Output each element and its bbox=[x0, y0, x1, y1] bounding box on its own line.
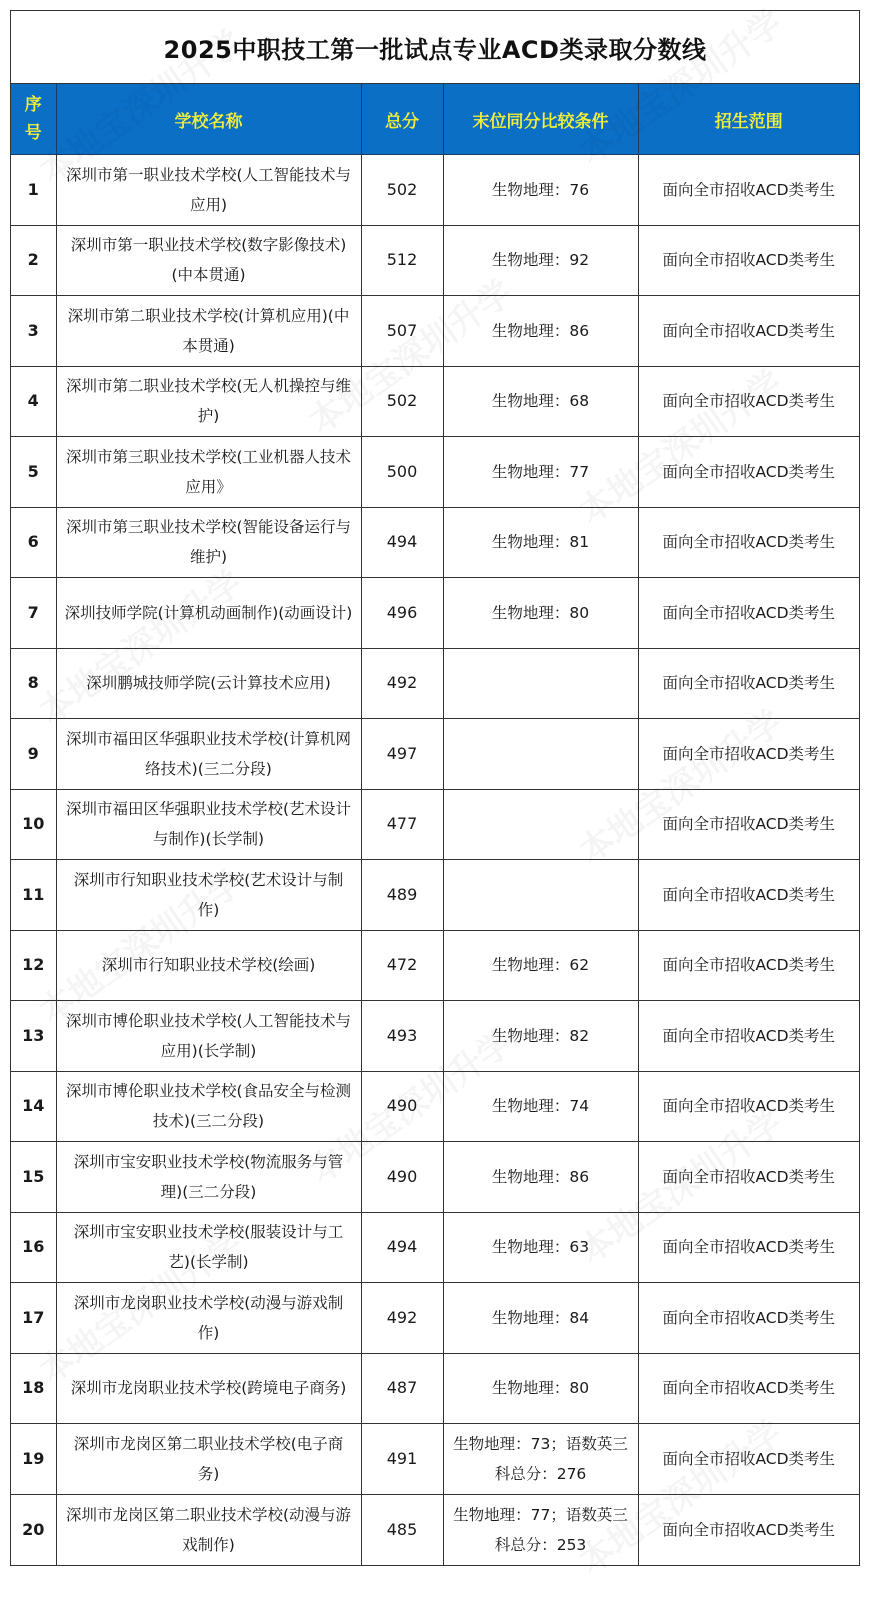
row-index: 2 bbox=[11, 225, 56, 296]
row-score: 493 bbox=[361, 1001, 443, 1072]
row-school: 深圳技师学院(计算机动画制作)(动画设计) bbox=[56, 578, 361, 649]
row-scope: 面向全市招收ACD类考生 bbox=[638, 1212, 859, 1283]
table-row bbox=[11, 578, 859, 649]
row-school: 深圳市福田区华强职业技术学校(计算机网络技术)(三二分段) bbox=[56, 719, 361, 790]
row-index: 4 bbox=[11, 366, 56, 437]
row-score: 472 bbox=[361, 930, 443, 1001]
admission-score-table bbox=[11, 84, 859, 1565]
row-index: 6 bbox=[11, 507, 56, 578]
row-tiebreak: 生物地理：80 bbox=[443, 1353, 638, 1424]
row-tiebreak: 生物地理：77 bbox=[443, 437, 638, 508]
row-school: 深圳市宝安职业技术学校(服装设计与工艺)(长学制) bbox=[56, 1212, 361, 1283]
table-row bbox=[11, 1353, 859, 1424]
row-tiebreak bbox=[443, 789, 638, 860]
row-index: 7 bbox=[11, 578, 56, 649]
row-tiebreak bbox=[443, 648, 638, 719]
table-row bbox=[11, 1283, 859, 1354]
row-scope: 面向全市招收ACD类考生 bbox=[638, 789, 859, 860]
row-index: 16 bbox=[11, 1212, 56, 1283]
table-row bbox=[11, 930, 859, 1001]
row-school: 深圳市龙岗区第二职业技术学校(电子商务) bbox=[56, 1424, 361, 1495]
row-scope: 面向全市招收ACD类考生 bbox=[662, 1520, 836, 1539]
row-index: 5 bbox=[11, 437, 56, 508]
row-tiebreak: 生物地理：76 bbox=[443, 155, 638, 226]
row-score: 497 bbox=[361, 719, 443, 790]
row-score: 490 bbox=[361, 1071, 443, 1142]
row-school: 深圳市博伦职业技术学校(食品安全与检测技术)(三二分段) bbox=[56, 1071, 361, 1142]
row-tiebreak: 生物地理：80 bbox=[443, 578, 638, 649]
row-school: 深圳鹏城技师学院(云计算技术应用) bbox=[56, 648, 361, 719]
row-school: 深圳市第一职业技术学校(数字影像技术)(中本贯通) bbox=[56, 225, 361, 296]
row-scope: 面向全市招收ACD类考生 bbox=[638, 296, 859, 367]
row-score: 494 bbox=[361, 507, 443, 578]
row-score: 487 bbox=[361, 1353, 443, 1424]
row-tiebreak: 生物地理：63 bbox=[443, 1212, 638, 1283]
row-scope: 面向全市招收ACD类考生 bbox=[638, 225, 859, 296]
row-score: 496 bbox=[361, 578, 443, 649]
row-tiebreak: 生物地理：77；语数英三科总分：253 bbox=[443, 1494, 638, 1565]
table-row bbox=[11, 437, 859, 508]
row-tiebreak bbox=[443, 719, 638, 790]
row-index: 13 bbox=[11, 1001, 56, 1072]
row-index: 20 bbox=[11, 1494, 56, 1565]
row-index: 12 bbox=[11, 930, 56, 1001]
row-score: 507 bbox=[361, 296, 443, 367]
table-row bbox=[11, 648, 859, 719]
row-score: 491 bbox=[361, 1424, 443, 1495]
row-score: 490 bbox=[361, 1142, 443, 1213]
row-school: 深圳市龙岗职业技术学校(动漫与游戏制作) bbox=[56, 1283, 361, 1354]
row-school: 深圳市第三职业技术学校(智能设备运行与维护) bbox=[56, 507, 361, 578]
score-sheet bbox=[10, 10, 860, 1566]
row-tiebreak: 生物地理：73；语数英三科总分：276 bbox=[443, 1424, 638, 1495]
row-school: 深圳市博伦职业技术学校(人工智能技术与应用)(长学制) bbox=[56, 1001, 361, 1072]
table-row bbox=[11, 1142, 859, 1213]
row-school: 深圳市龙岗区第二职业技术学校(动漫与游戏制作) bbox=[56, 1494, 361, 1565]
row-score: 492 bbox=[361, 648, 443, 719]
table-row bbox=[11, 1424, 859, 1495]
row-index: 14 bbox=[11, 1071, 56, 1142]
row-scope: 面向全市招收ACD类考生 bbox=[638, 1353, 859, 1424]
row-tiebreak: 生物地理：62 bbox=[443, 930, 638, 1001]
page-title: 2025中职技工第一批试点专业ACD类录取分数线 bbox=[11, 11, 859, 84]
row-tiebreak: 生物地理：86 bbox=[443, 1142, 638, 1213]
row-tiebreak: 生物地理：81 bbox=[443, 507, 638, 578]
row-school: 深圳市福田区华强职业技术学校(艺术设计与制作)(长学制) bbox=[56, 789, 361, 860]
table-row bbox=[11, 1212, 859, 1283]
row-score: 502 bbox=[361, 155, 443, 226]
table-row bbox=[11, 1001, 859, 1072]
row-school: 深圳市行知职业技术学校(艺术设计与制作) bbox=[56, 860, 361, 931]
row-scope: 面向全市招收ACD类考生 bbox=[638, 155, 859, 226]
header-school: 学校名称 bbox=[56, 84, 361, 155]
row-school: 深圳市龙岗职业技术学校(跨境电子商务) bbox=[56, 1353, 361, 1424]
row-scope: 面向全市招收ACD类考生 bbox=[638, 1001, 859, 1072]
row-index: 3 bbox=[11, 296, 56, 367]
header-index bbox=[11, 84, 56, 155]
table-row bbox=[11, 860, 859, 931]
row-scope: 面向全市招收ACD类考生 bbox=[638, 648, 859, 719]
table-row bbox=[11, 296, 859, 367]
table-row bbox=[11, 366, 859, 437]
table-body bbox=[11, 155, 859, 1565]
row-score: 512 bbox=[361, 225, 443, 296]
row-scope: 面向全市招收ACD类考生 bbox=[638, 1283, 859, 1354]
row-tiebreak: 生物地理：86 bbox=[443, 296, 638, 367]
row-index: 8 bbox=[11, 648, 56, 719]
row-scope: 面向全市招收ACD类考生 bbox=[638, 578, 859, 649]
row-index: 17 bbox=[11, 1283, 56, 1354]
row-scope: 面向全市招收ACD类考生 bbox=[638, 366, 859, 437]
row-scope: 面向全市招收ACD类考生 bbox=[638, 1142, 859, 1213]
table-header-row bbox=[11, 84, 859, 155]
row-school: 深圳市第二职业技术学校(计算机应用)(中本贯通) bbox=[56, 296, 361, 367]
row-tiebreak: 生物地理：92 bbox=[443, 225, 638, 296]
row-index: 11 bbox=[11, 860, 56, 931]
header-index-label: 序 号 bbox=[24, 95, 42, 143]
row-school: 深圳市第一职业技术学校(人工智能技术与应用) bbox=[56, 155, 361, 226]
row-scope: 面向全市招收ACD类考生 bbox=[638, 1071, 859, 1142]
row-index: 18 bbox=[11, 1353, 56, 1424]
header-scope: 招生范围 bbox=[638, 84, 859, 155]
row-school: 深圳市行知职业技术学校(绘画) bbox=[56, 930, 361, 1001]
row-score: 494 bbox=[361, 1212, 443, 1283]
row-score: 485 bbox=[361, 1494, 443, 1565]
row-scope: 面向全市招收ACD类考生 bbox=[638, 1424, 859, 1495]
row-school: 深圳市第三职业技术学校(工业机器人技术应用》 bbox=[56, 437, 361, 508]
table-row bbox=[11, 507, 859, 578]
row-index: 15 bbox=[11, 1142, 56, 1213]
row-scope: 面向全市招收ACD类考生 bbox=[638, 930, 859, 1001]
row-tiebreak: 生物地理：82 bbox=[443, 1001, 638, 1072]
table-row bbox=[11, 1071, 859, 1142]
row-tiebreak: 生物地理：84 bbox=[443, 1283, 638, 1354]
row-index: 19 bbox=[11, 1424, 56, 1495]
row-scope: 面向全市招收ACD类考生 bbox=[638, 437, 859, 508]
row-school: 深圳市第二职业技术学校(无人机操控与维护) bbox=[56, 366, 361, 437]
row-tiebreak bbox=[443, 860, 638, 931]
row-scope: 面向全市招收ACD类考生 bbox=[638, 860, 859, 931]
row-scope: 面向全市招收ACD类考生 bbox=[638, 507, 859, 578]
row-tiebreak: 生物地理：68 bbox=[443, 366, 638, 437]
row-index: 1 bbox=[11, 155, 56, 226]
table-row bbox=[11, 155, 859, 226]
row-scope: 面向全市招收ACD类考生 bbox=[638, 719, 859, 790]
row-index: 9 bbox=[11, 719, 56, 790]
table-row bbox=[11, 789, 859, 860]
row-score: 500 bbox=[361, 437, 443, 508]
row-index: 10 bbox=[11, 789, 56, 860]
table-row bbox=[11, 719, 859, 790]
row-score: 489 bbox=[361, 860, 443, 931]
header-score: 总分 bbox=[361, 84, 443, 155]
row-tiebreak: 生物地理：74 bbox=[443, 1071, 638, 1142]
row-score: 477 bbox=[361, 789, 443, 860]
table-row bbox=[11, 1494, 859, 1565]
row-school: 深圳市宝安职业技术学校(物流服务与管理)(三二分段) bbox=[56, 1142, 361, 1213]
row-score: 502 bbox=[361, 366, 443, 437]
table-row bbox=[11, 225, 859, 296]
row-score: 492 bbox=[361, 1283, 443, 1354]
header-tiebreak: 末位同分比较条件 bbox=[443, 84, 638, 155]
